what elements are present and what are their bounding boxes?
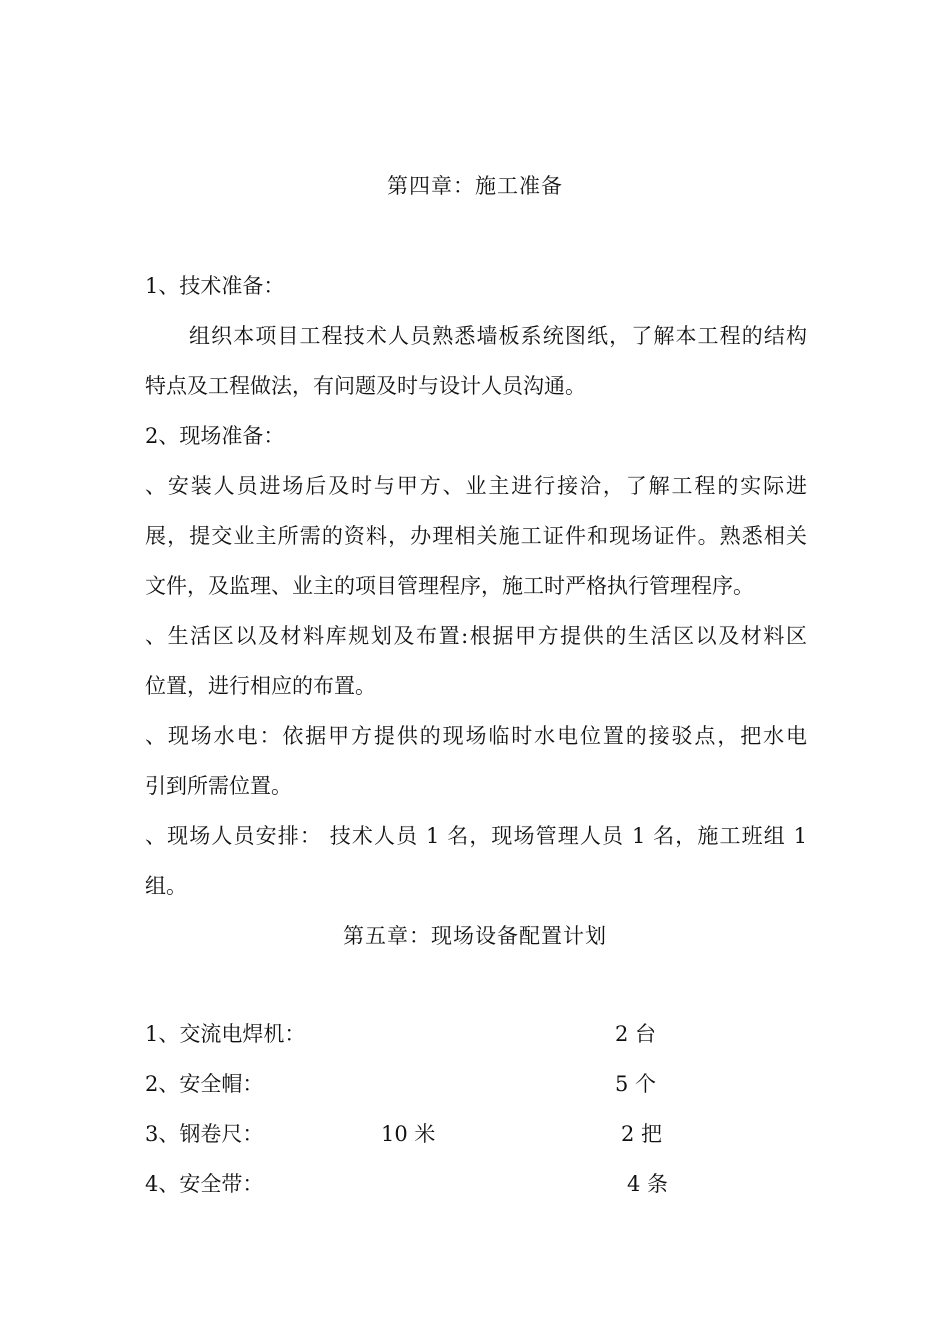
section-1-heading: 1、技术准备： [145, 274, 285, 298]
equipment-name: 2、安全帽： [145, 1072, 264, 1096]
equipment-row [145, 1120, 807, 1148]
paragraph-line: 组织本项目工程技术人员熟悉墙板系统图纸，了解本工程的结构 [189, 324, 807, 348]
paragraph-line: 引到所需位置。 [145, 774, 292, 798]
paragraph-line: 、现场水电：依据甲方提供的现场临时水电位置的接驳点，把水电 [145, 724, 807, 748]
paragraph-line: 、现场人员安排： 技术人员 1 名，现场管理人员 1 名，施工班组 1 [145, 824, 807, 848]
chapter-5-title: 第五章：现场设备配置计划 [343, 924, 607, 948]
equipment-row [145, 1070, 807, 1098]
equipment-qty: 5 个 [615, 1072, 657, 1096]
equipment-row [145, 1170, 807, 1198]
equipment-spec: 10 米 [381, 1122, 436, 1146]
equipment-name: 4、安全带： [145, 1172, 264, 1196]
chapter-4-title: 第四章：施工准备 [387, 174, 563, 198]
equipment-qty: 2 把 [621, 1122, 663, 1146]
equipment-row [145, 1020, 807, 1048]
paragraph-line: 、生活区以及材料库规划及布置:根据甲方提供的生活区以及材料区 [145, 624, 807, 648]
equipment-name: 3、钢卷尺： [145, 1122, 264, 1146]
equipment-name: 1、交流电焊机： [145, 1022, 306, 1046]
paragraph-line: 文件，及监理、业主的项目管理程序，施工时严格执行管理程序。 [145, 574, 754, 598]
paragraph-line: 位置，进行相应的布置。 [145, 674, 376, 698]
paragraph-line: 特点及工程做法，有问题及时与设计人员沟通。 [145, 374, 586, 398]
equipment-qty: 2 台 [615, 1022, 657, 1046]
paragraph-line: 、安装人员进场后及时与甲方、业主进行接洽，了解工程的实际进 [145, 474, 807, 498]
paragraph-line: 组。 [145, 874, 187, 898]
paragraph-line: 展，提交业主所需的资料，办理相关施工证件和现场证件。熟悉相关 [145, 524, 807, 548]
section-2-heading: 2、现场准备： [145, 424, 285, 448]
equipment-qty: 4 条 [627, 1172, 669, 1196]
